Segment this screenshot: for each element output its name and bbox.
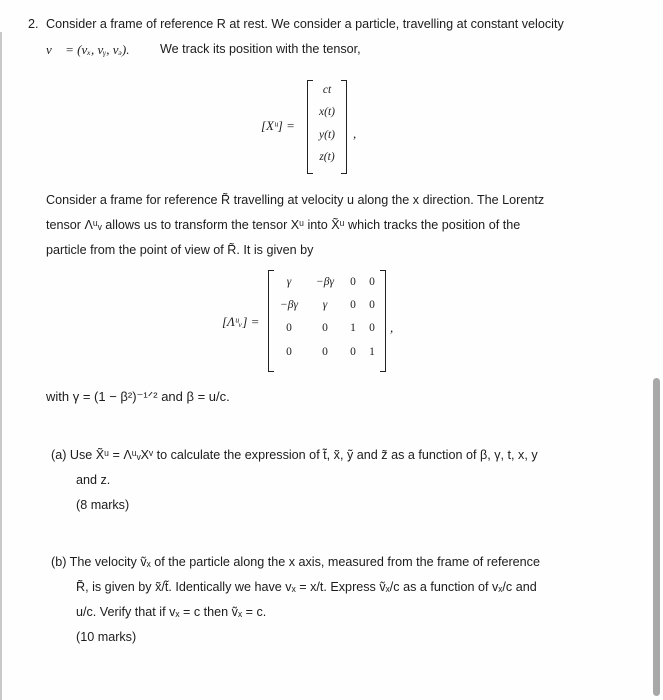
scrollbar-thumb[interactable] [653,378,660,696]
x-tensor-vector [307,80,347,172]
part-a-line-1: (a) Use X̃ᵘ = ΛᵘᵥXᵛ to calculate the expression of t̃, x̃, ỹ and z̃ as a function of β, γ, t, x, y [51,448,538,462]
para2-line-3: particle from the point of view of R̃. It is given by [46,243,314,257]
trailing-comma: , [353,126,357,141]
part-b-line-3: u/c. Verify that if vₓ = c then ṽₓ = c. [76,605,267,619]
vector-entry: x(t) [319,106,335,118]
matrix-entry: 0 [350,276,356,288]
matrix-entry: −βγ [315,276,335,288]
intro-line-2: We track its position with the tensor, [160,42,361,56]
matrix-entry: 0 [369,299,375,311]
matrix-entry: 0 [286,346,292,358]
matrix-entry: γ [322,299,328,311]
vector-entry: ct [322,84,332,96]
matrix-entry: 0 [286,322,292,334]
intro-line-1: Consider a frame of reference R at rest. We consider a particle, travelling at constant velocity [46,17,564,31]
with-gamma-beta: with γ = (1 − β²)⁻¹ᐟ² and β = u/c. [46,389,230,404]
lambda-matrix [268,270,386,370]
lambda-label: [Λᵘᵥ] = [222,314,260,329]
matrix-entry: −βγ [279,299,299,311]
matrix-entry: 0 [322,322,328,334]
velocity-vector: v⃗ = (vₓ, vᵧ, vₔ). [46,42,130,57]
matrix-entry: γ [286,276,292,288]
trailing-comma: , [390,320,394,335]
vector-entry: y(t) [319,129,335,141]
matrix-entry: 1 [350,322,356,334]
problem-number: 2. [28,17,39,31]
matrix-entry: 1 [369,346,375,358]
matrix-entry: 0 [350,346,356,358]
right-bracket [380,270,386,372]
vector-entry: z(t) [319,151,335,163]
matrix-entry: 0 [350,299,356,311]
part-b-line-2: R̃, is given by x̃/t̃. Identically we have vₓ = x/t. Express ṽₓ/c as a function of vₓ/c and [76,580,537,594]
part-a-marks: (8 marks) [76,498,130,512]
part-a-line-2: and z. [76,473,111,487]
part-b-line-1: (b) The velocity ṽₓ of the particle along the x axis, measured from the frame of reference [51,555,540,569]
x-tensor-label: [Xᵘ] = [261,118,295,133]
matrix-entry: 0 [369,276,375,288]
matrix-entry: 0 [322,346,328,358]
para2-line-2: tensor Λᵘᵥ allows us to transform the tensor Xᵘ into X̃ᵘ which tracks the position of the [46,218,521,232]
part-b-marks: (10 marks) [76,630,137,644]
para2-line-1: Consider a frame for reference R̃ travelling at velocity u along the x direction. The Lorentz [46,193,545,207]
left-edge-bar [0,32,2,700]
matrix-entry: 0 [369,322,375,334]
